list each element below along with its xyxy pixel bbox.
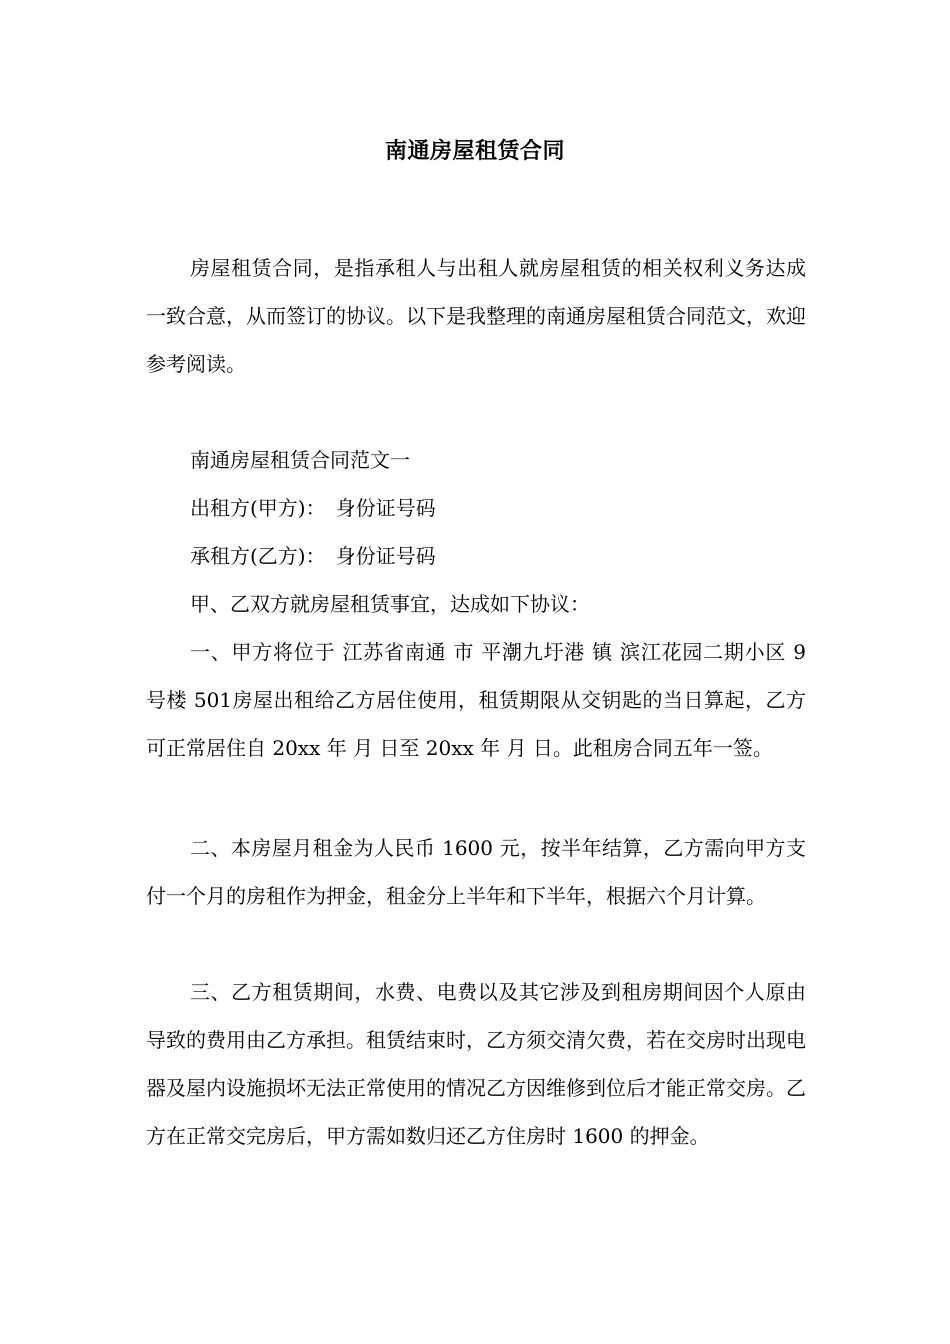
clause-3: 三、乙方租赁期间，水费、电费以及其它涉及到租房期间因个人原由导致的费用由乙方承担。租赁结束时，乙方须交清欠费，若在交房时出现电器及屋内设施损坏无法正常使用的情况乙方因维修到位后才能正常交房。乙方在正常交完房后，甲方需如数归还乙方住房时 1600 的押金。 [146, 980, 806, 1148]
lessor-line: 出租方(甲方)： 身份证号码 [190, 496, 436, 520]
lessee-line: 承租方(乙方)： 身份证号码 [190, 544, 436, 568]
clause-1: 一、甲方将位于 江苏省南通 市 平潮九圩港 镇 滨江花园二期小区 9 号楼 501房屋出租给乙方居住使用，租赁期限从交钥匙的当日算起，乙方可正常居住自 20xx 年 月 日至 20xx 年 月 日。此租房合同五年一签。 [146, 640, 806, 760]
document-title: 南通房屋租赁合同 [384, 139, 565, 164]
agreement-line: 甲、乙双方就房屋租赁事宜，达成如下协议： [190, 592, 590, 616]
sample-heading: 南通房屋租赁合同范文一 [190, 448, 410, 472]
intro-paragraph: 房屋租赁合同，是指承租人与出租人就房屋租赁的相关权利义务达成一致合意，从而签订的协议。以下是我整理的南通房屋租赁合同范文，欢迎参考阅读。 [146, 256, 806, 376]
clause-2: 二、本房屋月租金为人民币 1600 元，按半年结算，乙方需向甲方支付一个月的房租作为押金，租金分上半年和下半年，根据六个月计算。 [146, 836, 806, 908]
